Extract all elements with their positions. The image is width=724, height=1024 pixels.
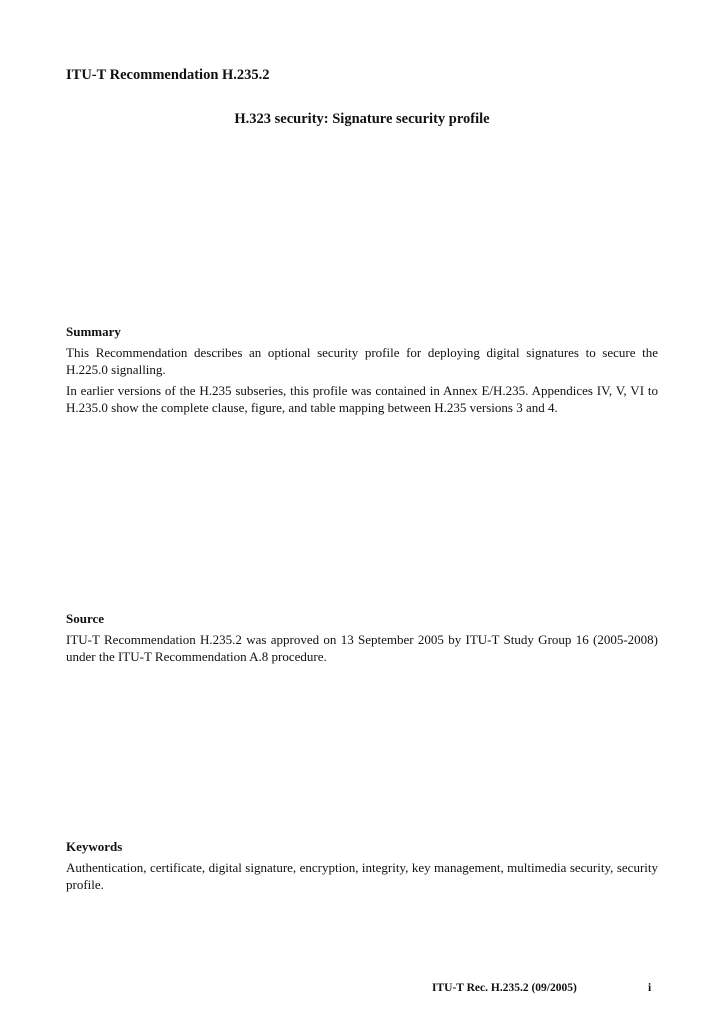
keywords-paragraph: Authentication, certificate, digital signature, encryption, integrity, key management, multimedia security, security profile. — [66, 860, 658, 892]
page-footer — [0, 980, 724, 996]
recommendation-title: ITU-T Recommendation H.235.2 — [66, 67, 270, 83]
document-title: H.323 security: Signature security profile — [234, 111, 490, 127]
source-paragraph: ITU-T Recommendation H.235.2 was approved on 13 September 2005 by ITU-T Study Group 16 (2005-2008) under the ITU-T Recommendation A.8 procedure. — [66, 632, 658, 664]
summary-section — [66, 323, 658, 420]
footer-reference: ITU-T Rec. H.235.2 (09/2005) — [432, 982, 577, 994]
page-number: i — [648, 982, 652, 994]
source-heading: Source — [66, 611, 105, 626]
summary-paragraph: This Recommendation describes an optional security profile for deploying digital signatures to secure the H.225.0 signalling. — [66, 345, 658, 377]
keywords-section — [66, 838, 658, 897]
keywords-heading: Keywords — [66, 839, 123, 854]
summary-paragraph: In earlier versions of the H.235 subseries, this profile was contained in Annex E/H.235. Appendices IV, V, VI to H.235.0 show the complete clause, figure, and table mapping between H.235 versions 3 and 4. — [66, 383, 658, 415]
summary-heading: Summary — [66, 324, 121, 339]
source-section — [66, 610, 658, 669]
